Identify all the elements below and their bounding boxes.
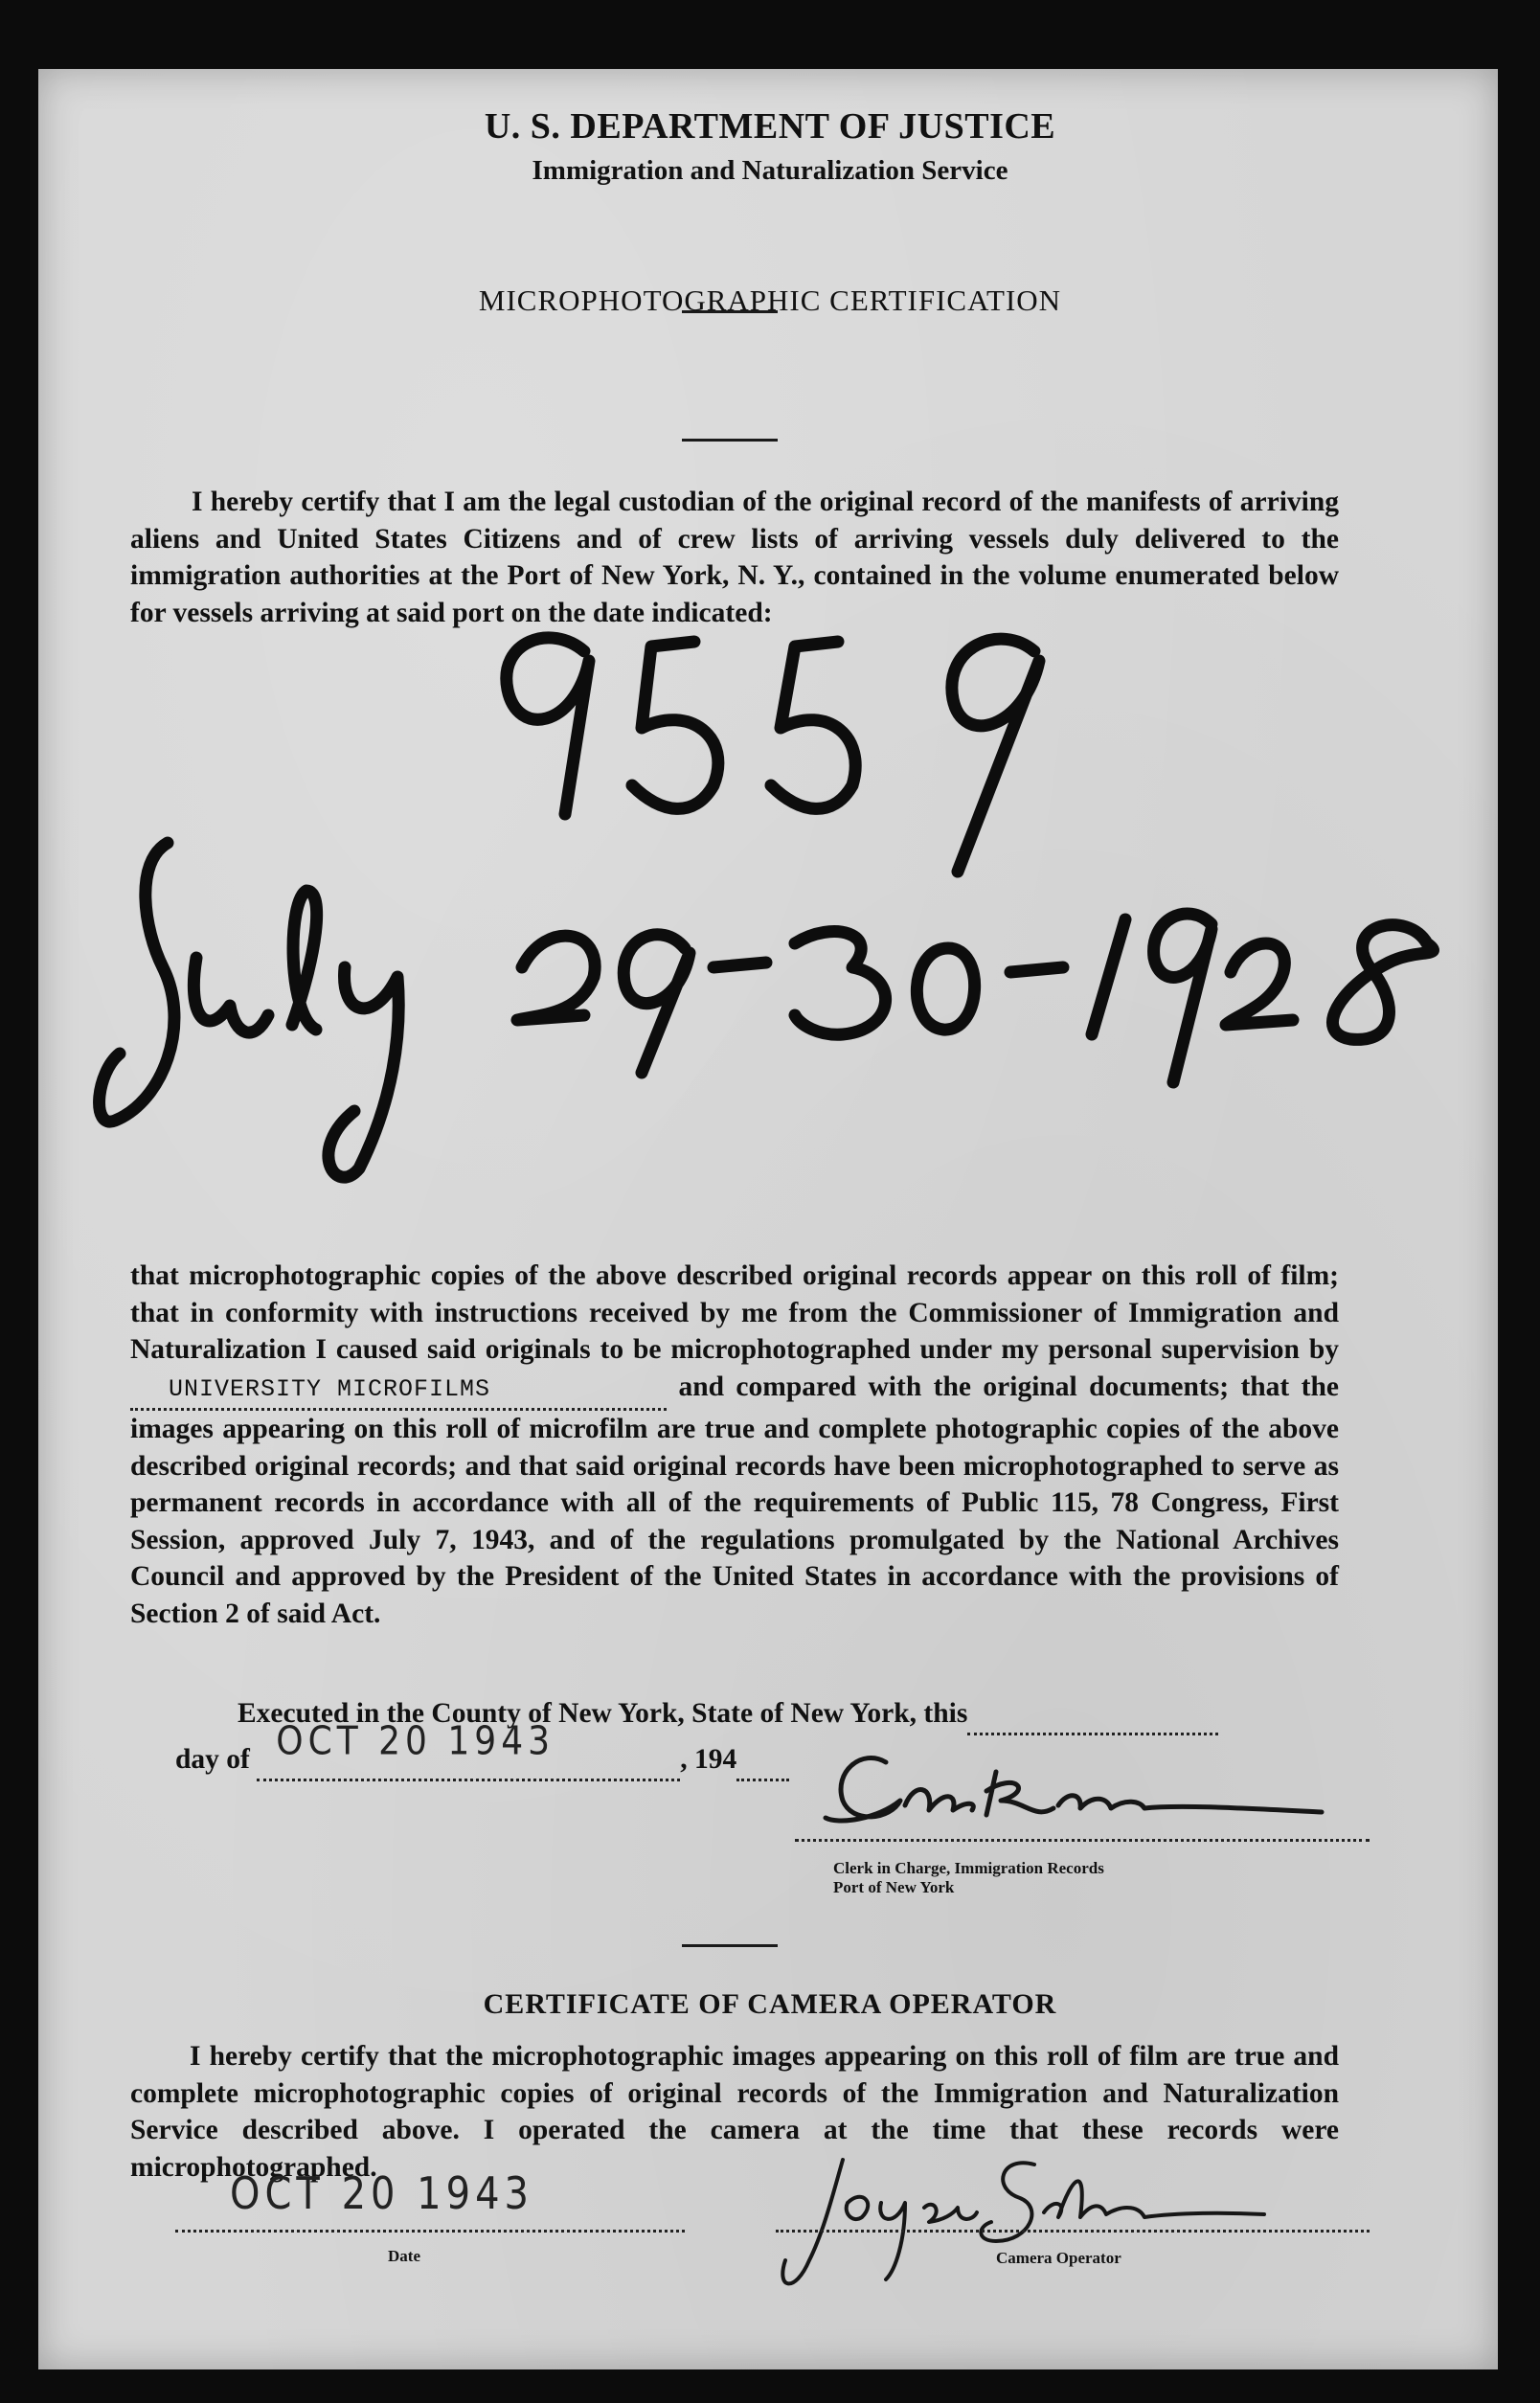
- film-paragraph-text-after: and compared with the original documents; that the images appearing on this roll of microfilm are true and complete photographic copies of the above described original records; and that said original records have been microphotographed to serve as permanent records in accordance with all of the requirements of Public 115, 78 Congress, First Session, approved July 7, 1943, and of the regulations promulgated by the National Archives Council and approved by the President of the United States in accordance with the provisions of Section 2 of said Act.: [130, 1371, 1340, 1629]
- date-label: Date: [388, 2247, 420, 2265]
- clerk-title: Clerk in Charge, Immigration Records: [833, 1859, 1104, 1877]
- date-stamp: OCT 20 1943: [276, 1718, 555, 1764]
- day-of-label: day of: [175, 1744, 250, 1775]
- clerk-port: Port of New York: [833, 1878, 955, 1896]
- certification-title: MICROPHOTOGRAPHIC CERTIFICATION: [478, 283, 1062, 317]
- operator-date-stamp: OCT 20 1943: [230, 2168, 533, 2220]
- custodian-paragraph: I hereby certify that I am the legal custodian of the original record of the manifests of arriving aliens and United States Citizens and of crew lists of arriving vessels duly delivered to the immigration authorities at the Port of New York, N. Y., contained in the volume enumerated below for vessels arriving at said port on the date indicated:: [130, 487, 1339, 628]
- camera-operator-paragraph: I hereby certify that the microphotographic images appearing on this roll of film are true and complete microphotographic copies of original records of the Immigration and Naturalization Service described above. I operated the camera at the time that these records were microphotographed.: [130, 2041, 1339, 2183]
- year-label: 194: [693, 1744, 737, 1775]
- film-paragraph-text-before: that microphotographic copies of the above described original records appear on this roll of film; that in conformity with instructions received by me from the Commissioner of Immigration and Naturalization I caused said originals to be microphotographed under my personal supervision by: [130, 1260, 1339, 1365]
- day-of-line: day of OCT 20 1943 , 194: [175, 1741, 846, 1781]
- camera-operator-title: CERTIFICATE OF CAMERA OPERATOR: [483, 1988, 1057, 2020]
- filmed-by-value: UNIVERSITY MICROFILMS: [169, 1374, 491, 1403]
- executed-text: Executed in the County of New York, State of New York, this: [238, 1698, 968, 1729]
- service-heading: Immigration and Naturalization Service: [532, 155, 1008, 186]
- department-heading: U. S. DEPARTMENT OF JUSTICE: [484, 106, 1056, 147]
- camera-operator-label: Camera Operator: [996, 2249, 1121, 2267]
- operator-signature-line: [776, 2230, 1370, 2233]
